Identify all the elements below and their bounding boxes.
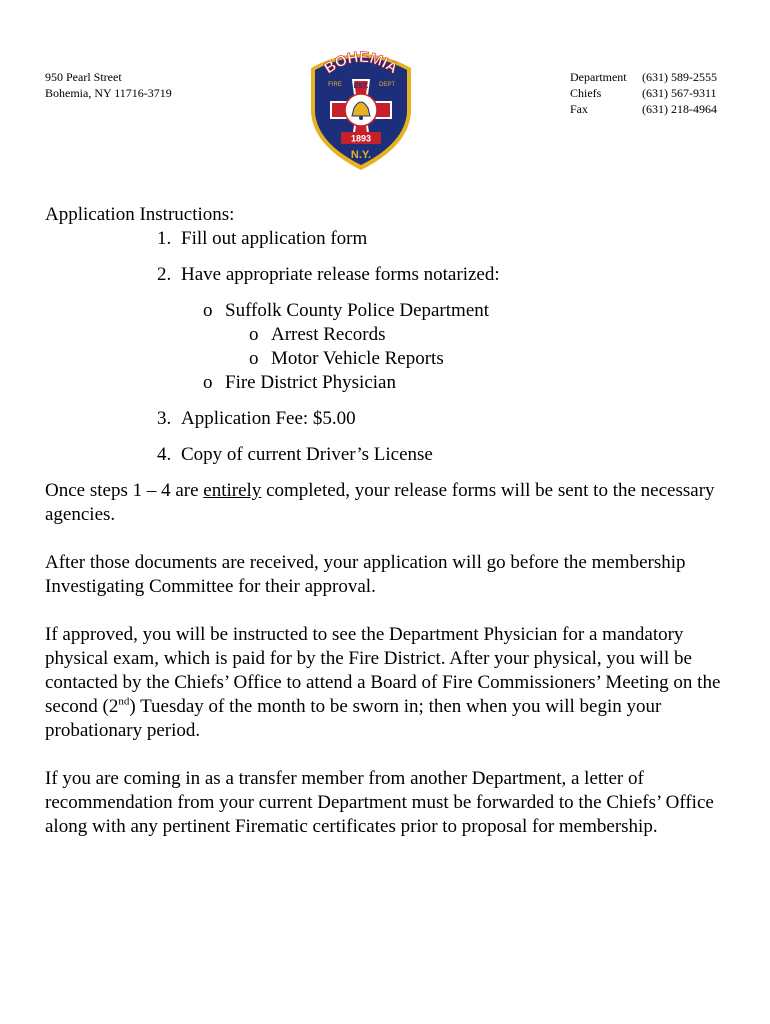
- step-text: Fill out application form: [181, 228, 368, 249]
- contact-row-fax: [570, 101, 717, 117]
- bullet-marker: o: [203, 372, 213, 393]
- step-number: 1.: [157, 228, 172, 249]
- bullet-text: Fire District Physician: [225, 372, 396, 393]
- contact-number: (631) 589-2555: [642, 70, 717, 84]
- step-number: 3.: [157, 408, 172, 429]
- step-number: 2.: [157, 264, 172, 285]
- fire-department-badge-logo: [305, 46, 417, 172]
- bullet-motor-vehicle: [249, 347, 444, 371]
- paragraph-documents-received: After those documents are received, your application will go before the membership Investigating Committee for their approval.: [45, 552, 686, 597]
- address-street: 950 Pearl Street: [45, 70, 122, 84]
- contact-number: (631) 218-4964: [642, 102, 717, 116]
- paragraph-text: If approved, you will be instructed to see the Department Physician for a mandatory physical exam, which is paid for by the Fire District. After your physical, you will be contacted by the Chiefs’ Office to attend a Board of Fire Commissioners’ Meeting on the second (2: [45, 624, 721, 717]
- step-text: Copy of current Driver’s License: [181, 444, 433, 465]
- bullet-police: [203, 299, 489, 323]
- bullet-marker: o: [249, 324, 259, 345]
- superscript-nd: nd: [118, 695, 130, 708]
- step-4: [157, 443, 433, 467]
- bullet-physician: [203, 371, 396, 395]
- paragraph-text: Once steps 1 – 4 are: [45, 480, 204, 501]
- svg-text:DEPT: DEPT: [378, 82, 396, 88]
- step-text: Application Fee: $5.00: [181, 408, 356, 429]
- address-block: [45, 69, 172, 101]
- svg-text:BOHEMIA: BOHEMIA: [321, 48, 401, 78]
- bullet-text: Arrest Records: [271, 324, 386, 345]
- svg-text:1893: 1893: [350, 133, 372, 144]
- bullet-marker: o: [203, 300, 213, 321]
- contact-row-department: [570, 69, 717, 85]
- paragraph-text: completed, your release forms will be sent to the necessary agencies.: [45, 480, 715, 525]
- svg-text:EST.: EST.: [353, 83, 369, 90]
- instructions-title: Application Instructions:: [45, 204, 235, 225]
- step-number: 4.: [157, 444, 172, 465]
- svg-text:FIRE: FIRE: [328, 82, 342, 88]
- bullet-text: Suffolk County Police Department: [225, 300, 490, 321]
- paragraph-if-approved: [45, 623, 735, 743]
- bullet-text: Motor Vehicle Reports: [271, 348, 444, 369]
- step-text: Have appropriate release forms notarized:: [181, 264, 500, 285]
- contact-block: [570, 69, 717, 117]
- contact-row-chiefs: [570, 85, 717, 101]
- step-2: [157, 263, 500, 287]
- paragraph-transfer-member: If you are coming in as a transfer member from another Department, a letter of recommendation from your current Department must be forwarded to the Chiefs’ Office along with any pertinent Firematic certificates prior to proposal for membership.: [45, 768, 714, 837]
- paragraph-steps-completed: [45, 479, 735, 527]
- bullet-arrest-records: [249, 323, 386, 347]
- emphasis-entirely: entirely: [203, 480, 262, 501]
- contact-label: Fax: [570, 102, 588, 116]
- bullet-marker: o: [249, 348, 259, 369]
- document-body: [45, 203, 735, 837]
- paragraph-text: ) Tuesday of the month to be sworn in; then when you will begin your probationary period.: [45, 696, 662, 741]
- contact-label: Chiefs: [570, 86, 602, 100]
- contact-number: (631) 567-9311: [642, 86, 717, 100]
- step-3: [157, 407, 356, 431]
- address-city: Bohemia, NY 11716-3719: [45, 86, 172, 100]
- svg-text:N.Y.: N.Y.: [350, 149, 372, 161]
- step-1: [157, 227, 367, 251]
- contact-label: Department: [570, 70, 627, 84]
